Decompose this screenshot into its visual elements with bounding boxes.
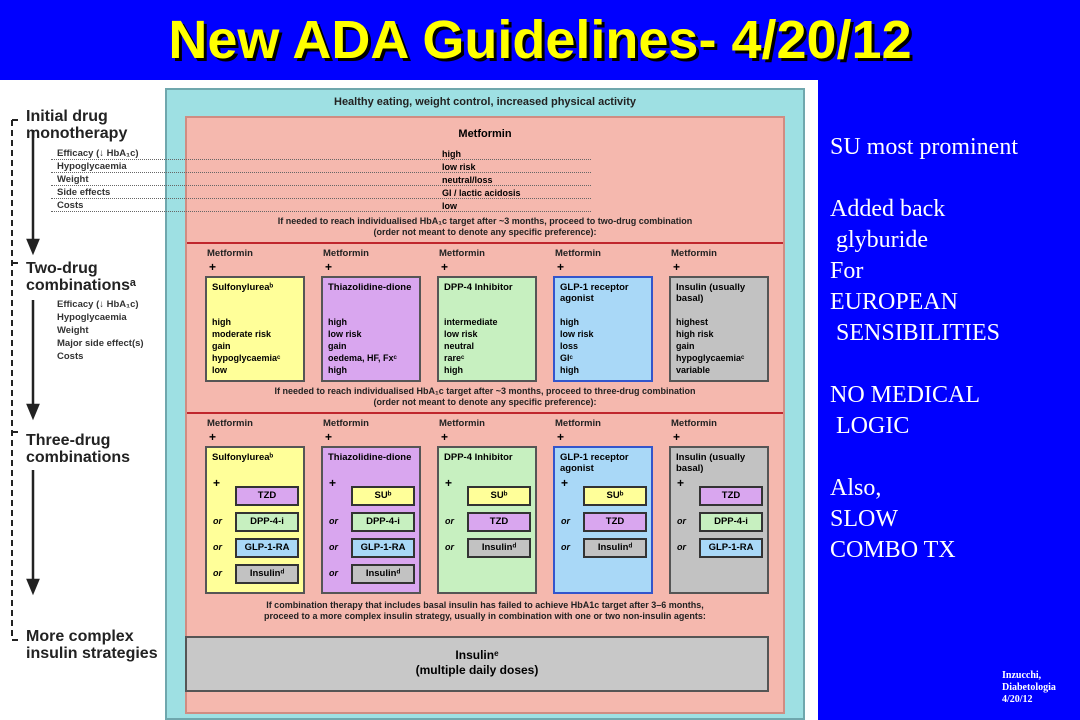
card-value: gain bbox=[212, 341, 231, 351]
card-value: highest bbox=[676, 317, 709, 327]
stage-mono-label: Initial drug monotherapy bbox=[26, 108, 128, 142]
card-value: low bbox=[212, 365, 227, 375]
guideline-figure bbox=[0, 80, 818, 720]
three-drug-card bbox=[437, 446, 537, 594]
three-drug-metformin-head: Metformin bbox=[439, 418, 485, 429]
three-drug-card bbox=[321, 446, 421, 594]
commentary-line: SENSIBILITIES bbox=[830, 320, 1000, 346]
or-label: or bbox=[445, 542, 454, 552]
plus-sign: + bbox=[673, 430, 681, 444]
slide-title: New ADA Guidelines- 4/20/12 bbox=[168, 10, 912, 70]
commentary-line bbox=[830, 163, 1018, 194]
plus-sign: + bbox=[561, 476, 569, 490]
arrow-three-head bbox=[28, 580, 38, 592]
stage-two-label: Two-drug combinationsᵃ bbox=[26, 260, 137, 294]
option-box: GLP-1-RA bbox=[235, 538, 299, 558]
card-value: oedema, HF, Fxᶜ bbox=[328, 353, 397, 363]
three-drug-metformin-head: Metformin bbox=[207, 418, 253, 429]
option-box: Insulinᵈ bbox=[583, 538, 647, 558]
three-drug-card-title: GLP-1 receptor agonist bbox=[560, 452, 629, 474]
card-value: variable bbox=[676, 365, 711, 375]
card-value: GIᶜ bbox=[560, 353, 573, 363]
card-value: high bbox=[444, 365, 463, 375]
metformin-row-leader bbox=[51, 185, 591, 186]
arrow-mono-head bbox=[28, 240, 38, 252]
option-box: DPP-4-i bbox=[351, 512, 415, 532]
three-drug-metformin-head: Metformin bbox=[323, 418, 369, 429]
option-box: TZD bbox=[583, 512, 647, 532]
or-label: or bbox=[213, 542, 222, 552]
option-box: TZD bbox=[699, 486, 763, 506]
card-value: high bbox=[328, 317, 347, 327]
option-box: DPP-4-i bbox=[235, 512, 299, 532]
or-label: or bbox=[561, 516, 570, 526]
metformin-row-leader bbox=[51, 172, 591, 173]
citation: Inzucchi, Diabetologia 4/20/12 bbox=[1002, 670, 1056, 705]
or-label: or bbox=[677, 542, 686, 552]
two-drug-card-values bbox=[328, 316, 397, 376]
insulin-multiple-doses-box: Insulinᵉ (multiple daily doses) bbox=[185, 636, 769, 692]
two-drug-card-values bbox=[212, 316, 280, 376]
two-drug-card-title: Thiazolidine-dione bbox=[328, 282, 412, 293]
plus-sign: + bbox=[673, 260, 681, 274]
card-value: high bbox=[328, 365, 347, 375]
commentary-line: EUROPEAN bbox=[830, 289, 959, 315]
arrow-two-head bbox=[28, 405, 38, 417]
option-box: SUᵇ bbox=[467, 486, 531, 506]
option-box: Insulinᵈ bbox=[351, 564, 415, 584]
card-value: hypoglycaemiaᶜ bbox=[212, 353, 281, 363]
three-drug-card bbox=[553, 446, 653, 594]
or-label: or bbox=[329, 542, 338, 552]
three-drug-card-title: Thiazolidine-dione bbox=[328, 452, 412, 463]
card-value: high bbox=[212, 317, 231, 327]
two-drug-metformin-head: Metformin bbox=[671, 248, 717, 259]
card-value: intermediate bbox=[444, 317, 498, 327]
option-box: TZD bbox=[467, 512, 531, 532]
option-box: Insulinᵈ bbox=[235, 564, 299, 584]
note-three-drug: If needed to reach individualised HbA₁c target after ~3 months, proceed to three-drug combination (order not meant to denote any specific preference): bbox=[274, 386, 696, 407]
treatment-panel bbox=[185, 116, 785, 714]
card-value: high bbox=[560, 365, 579, 375]
commentary-line bbox=[830, 349, 1018, 380]
plus-sign: + bbox=[441, 430, 449, 444]
plus-sign: + bbox=[325, 260, 333, 274]
mono-row-labels: Efficacy (↓ HbA₁c) Hypoglycaemia Weight Side effects Costs bbox=[57, 148, 139, 211]
two-row-labels: Efficacy (↓ HbA₁c) Hypoglycaemia Weight Major side effect(s) Costs bbox=[57, 299, 144, 362]
two-drug-card bbox=[553, 276, 653, 382]
note-complex: If combination therapy that includes basal insulin has failed to achieve HbA1c target after 3–6 months, proceed to a more complex insulin strategy, usually in combination with one or two non-insulin agents: bbox=[264, 600, 706, 621]
commentary-line: SLOW bbox=[830, 506, 898, 532]
option-box: DPP-4-i bbox=[699, 512, 763, 532]
three-drug-card-title: Insulin (usually basal) bbox=[676, 452, 746, 474]
plus-sign: + bbox=[209, 260, 217, 274]
two-drug-card-values bbox=[560, 316, 594, 376]
two-drug-metformin-head: Metformin bbox=[555, 248, 601, 259]
two-drug-card-title: Insulin (usually basal) bbox=[676, 282, 746, 304]
stage-three-label: Three-drug combinations bbox=[26, 432, 131, 466]
card-value: gain bbox=[676, 341, 695, 351]
or-label: or bbox=[445, 516, 454, 526]
two-drug-card-title: GLP-1 receptor agonist bbox=[560, 282, 629, 304]
or-label: or bbox=[213, 568, 222, 578]
commentary-line: For bbox=[830, 258, 864, 284]
two-drug-card-title: DPP-4 Inhibitor bbox=[444, 282, 513, 293]
commentary-text bbox=[830, 132, 1018, 566]
option-box: SUᵇ bbox=[583, 486, 647, 506]
metformin-row-leader bbox=[51, 211, 591, 212]
card-value: hypoglycaemiaᶜ bbox=[676, 353, 745, 363]
or-label: or bbox=[561, 542, 570, 552]
commentary-line: Also, bbox=[830, 475, 882, 501]
card-value: moderate risk bbox=[212, 329, 272, 339]
two-drug-metformin-head: Metformin bbox=[439, 248, 485, 259]
card-value: high risk bbox=[676, 329, 714, 339]
commentary-line: LOGIC bbox=[830, 413, 910, 439]
card-value: neutral bbox=[444, 341, 475, 351]
commentary-line: Added back bbox=[830, 196, 946, 222]
two-drug-card bbox=[669, 276, 769, 382]
plus-sign: + bbox=[557, 260, 565, 274]
metformin-title: Metformin bbox=[458, 128, 512, 140]
three-drug-card bbox=[205, 446, 305, 594]
card-value: high bbox=[560, 317, 579, 327]
option-box: GLP-1-RA bbox=[351, 538, 415, 558]
metformin-row-leader bbox=[51, 198, 591, 199]
or-label: or bbox=[329, 516, 338, 526]
two-drug-card-values bbox=[444, 316, 498, 376]
divider-1 bbox=[187, 242, 783, 244]
three-drug-metformin-head: Metformin bbox=[555, 418, 601, 429]
two-drug-metformin-head: Metformin bbox=[207, 248, 253, 259]
card-value: low risk bbox=[560, 329, 594, 339]
metformin-values: high low risk neutral/loss GI / lactic acidosis low bbox=[442, 149, 521, 211]
plus-sign: + bbox=[325, 430, 333, 444]
plus-sign: + bbox=[445, 476, 453, 490]
stage-complex-label: More complex insulin strategies bbox=[26, 628, 158, 662]
lifestyle-bar: Healthy eating, weight control, increased physical activity bbox=[334, 96, 636, 108]
plus-sign: + bbox=[213, 476, 221, 490]
note-two-drug: If needed to reach individualised HbA₁c target after ~3 months, proceed to two-drug combination (order not meant to denote any specific preference): bbox=[277, 216, 693, 237]
two-drug-card bbox=[437, 276, 537, 382]
card-value: gain bbox=[328, 341, 347, 351]
or-label: or bbox=[677, 516, 686, 526]
two-drug-card bbox=[205, 276, 305, 382]
card-value: low risk bbox=[444, 329, 478, 339]
option-box: GLP-1-RA bbox=[699, 538, 763, 558]
commentary-line: glyburide bbox=[830, 227, 928, 253]
stage-arrows bbox=[0, 80, 40, 720]
three-drug-card-title: DPP-4 Inhibitor bbox=[444, 452, 513, 463]
commentary-line: COMBO TX bbox=[830, 537, 956, 563]
lifestyle-frame bbox=[165, 88, 805, 720]
or-label: or bbox=[329, 568, 338, 578]
two-drug-card bbox=[321, 276, 421, 382]
metformin-row-leader bbox=[51, 159, 591, 160]
commentary-line: NO MEDICAL bbox=[830, 382, 980, 408]
two-drug-card-title: Sulfonylureaᵇ bbox=[212, 282, 274, 293]
two-drug-card-values bbox=[676, 316, 744, 376]
plus-sign: + bbox=[329, 476, 337, 490]
card-value: low risk bbox=[328, 329, 362, 339]
commentary-line bbox=[830, 442, 1018, 473]
or-label: or bbox=[213, 516, 222, 526]
card-value: rareᶜ bbox=[444, 353, 465, 363]
option-box: Insulinᵈ bbox=[467, 538, 531, 558]
three-drug-card bbox=[669, 446, 769, 594]
divider-2 bbox=[187, 412, 783, 414]
plus-sign: + bbox=[209, 430, 217, 444]
two-drug-metformin-head: Metformin bbox=[323, 248, 369, 259]
three-drug-card-title: Sulfonylureaᵇ bbox=[212, 452, 274, 463]
plus-sign: + bbox=[557, 430, 565, 444]
commentary-line: SU most prominent bbox=[830, 134, 1019, 160]
plus-sign: + bbox=[441, 260, 449, 274]
card-value: loss bbox=[560, 341, 579, 351]
three-drug-metformin-head: Metformin bbox=[671, 418, 717, 429]
plus-sign: + bbox=[677, 476, 685, 490]
option-box: SUᵇ bbox=[351, 486, 415, 506]
option-box: TZD bbox=[235, 486, 299, 506]
